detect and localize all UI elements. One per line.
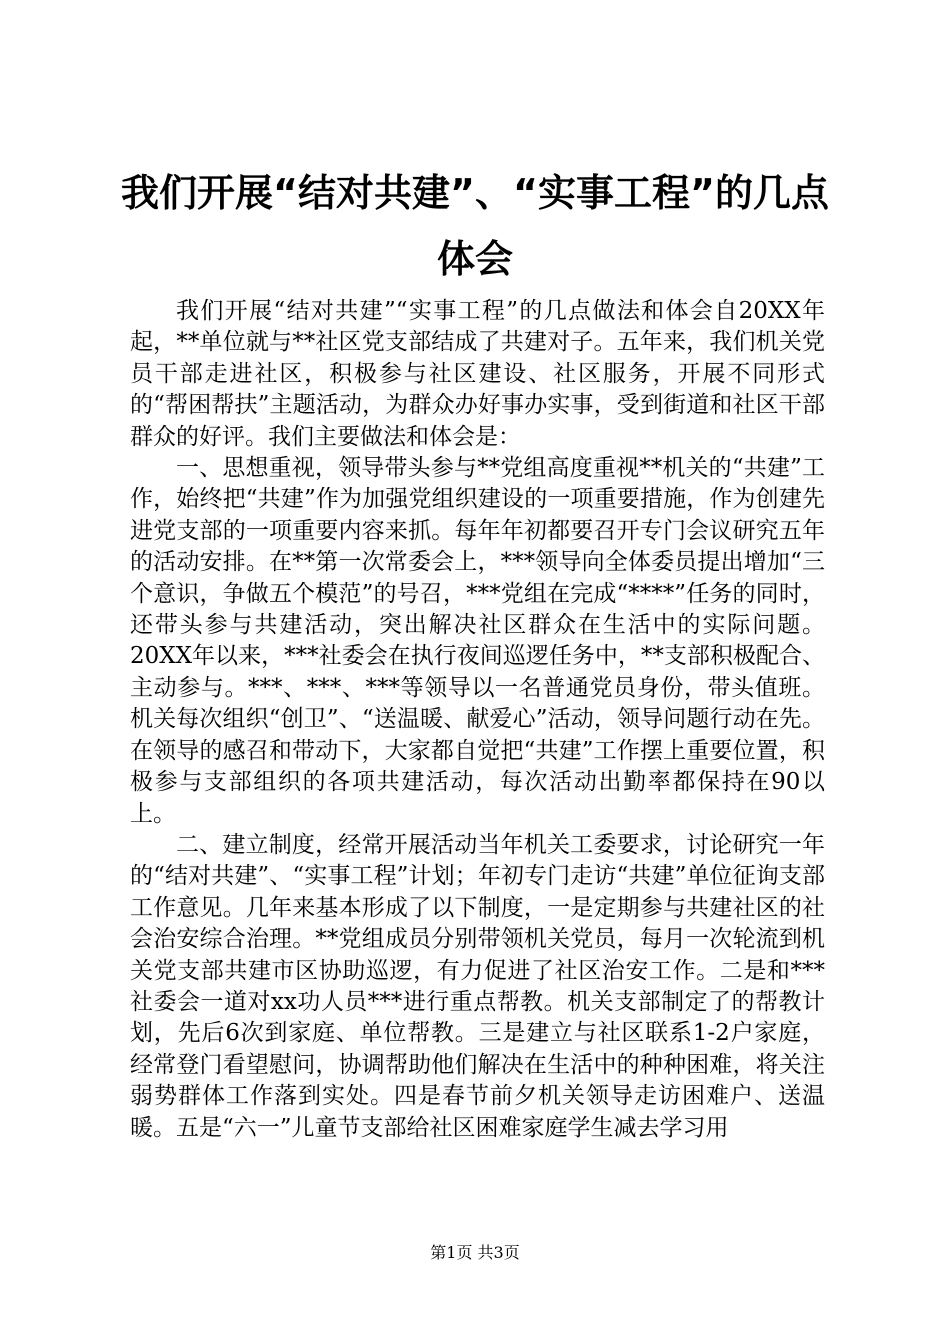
page-number-footer: 第1页 共3页 <box>430 1243 520 1262</box>
paragraph-intro: 我们开展“结对共建”“实事工程”的几点做法和体会自20XX年起，**单位就与**社区党支部结成了共建对子。五年来，我们机关党员干部走进社区，积极参与社区建设、社区服务，开展不同形式的“帮困帮扶”主题活动，为群众办好事办实事，受到街道和社区干部群众的好评。我们主要做法和体会是： <box>130 298 825 450</box>
paragraph-section-2: 二、建立制度，经常开展活动当年机关工委要求，讨论研究一年的“结对共建”、“实事工程”计划；年初专门走访“共建”单位征询支部工作意见。几年来基本形成了以下制度，一是定期参与共建社区的社会治安综合治理。**党组成员分别带领机关党员，每月一次轮流到机关党支部共建市区协助巡逻，有力促进了社区治安工作。二是和***社委会一道对xx功人员***进行重点帮教。机关支部制定了的帮教计划，先后6次到家庭、单位帮教。三是建立与社区联系1-2户家庭，经常登门看望慰问，协调帮助他们解决在生活中的种种困难，将关注弱势群体工作落到实处。四是春节前夕机关领导走访困难户、送温暖。五是“六一”儿童节支部给社区困难家庭学生减去学习用 <box>130 831 825 1141</box>
document-body <box>130 296 825 1144</box>
paragraph-section-1: 一、思想重视，领导带头参与**党组高度重视**机关的“共建”工作，始终把“共建”作为加强党组织建设的一项重要措施，作为创建先进党支部的一项重要内容来抓。每年年初都要召开专门会议研究五年的活动安排。在**第一次常委会上，***领导向全体委员提出增加“三个意识，争做五个模范”的号召，***党组在完成“****”任务的同时，还带头参与共建活动，突出解决社区群众在生活中的实际问题。20XX年以来，***社委会在执行夜间巡逻任务中，**支部积极配合、主动参与。***、***、***等领导以一名普通党员身份，带头值班。机关每次组织“创卫”、“送温暖、献爱心”活动，领导问题行动在先。在领导的感召和带动下，大家都自觉把“共建”工作摆上重要位置，积极参与支部组织的各项共建活动，每次活动出勤率都保持在90以上。 <box>130 455 825 827</box>
document-title: 我们开展“结对共建”、“实事工程”的几点体会 <box>121 171 829 281</box>
